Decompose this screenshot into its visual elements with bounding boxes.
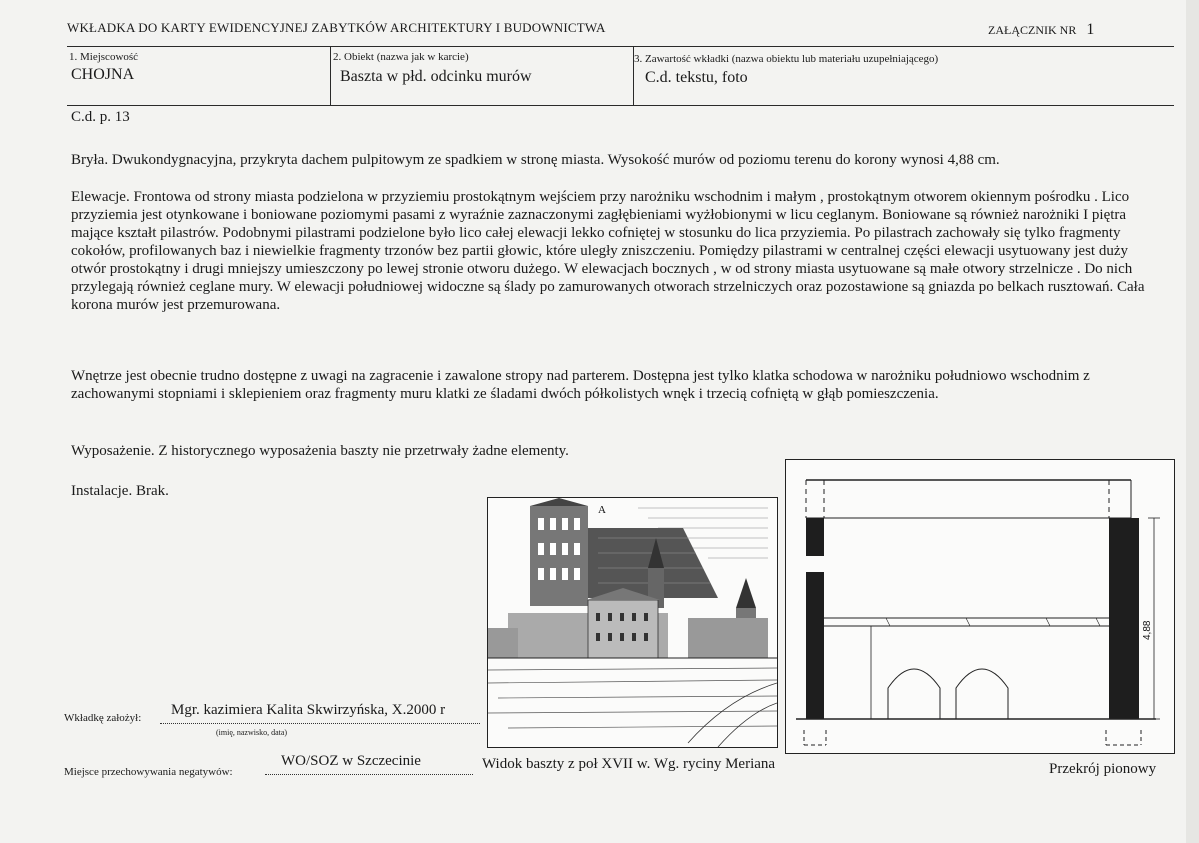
author-value: Mgr. kazimiera Kalita Skwirzyńska, X.2000 r — [171, 702, 446, 718]
section-dimension-label: 4,88 — [1142, 620, 1153, 640]
paragraph-elewacje — [71, 188, 1151, 314]
object-value: Baszta w płd. odcinku murów — [340, 68, 532, 85]
annex-label — [988, 21, 1094, 39]
place-value: CHOJNA — [71, 66, 135, 83]
engraving-drawing — [488, 498, 777, 747]
paragraph-elewacje-text: Elewacje. Frontowa od strony miasta podzielona w przyziemiu prostokątnym wejściem przy narożniku wschodnim i małym , prostokątnym otworem okiennym pośrodku . Lico przyziemia jest otynkowane i boniowane poziomymi pasami z wyraźnie zaznaczonymi zagłębieniami wyżłobionymi w licu ceglanym. Boniowane są również narożniki I piętra mające kształt pilastrów. Podobnymi pilastrami podzielone było lico całej elewacji lekko cofniętej w stosunku do lica przyziemia. Po pilastrach zachowały się tylko fragmenty cokołów, profilowanych baz i niewielkie fragmenty trzonów bez partii głowic, które uległy zniszczeniu. Pomiędzy pilastrami w centralnej części elewacji usytuowany jest duży otwór prostokątny i drugi mniejszy umieszczony po lewej stronie otworu dużego. W elewacjach bocznych , w od strony miasta usytuowane są małe otwory strzelnicze . Do nich przylegają również ceglane mury. W elewacji południowej widoczne są ślady po zamurowanych otworach strzelniczych oraz pozostawione są gniazda po belkach rusztowań. Cała korona murów jest przemurowana. — [71, 189, 1145, 313]
object-label: 2. Obiekt (nazwa jak w karcie) — [333, 51, 469, 63]
section-drawing — [786, 460, 1174, 753]
author-hint: (imię, nazwisko, data) — [216, 728, 288, 737]
section-caption: Przekrój pionowy — [1049, 761, 1157, 777]
storage-dotline — [265, 774, 473, 775]
continuation-note — [71, 108, 130, 126]
engraving-letter: A — [598, 504, 606, 516]
storage-label: Miejsce przechowywania negatywów: — [64, 766, 233, 778]
engraving-caption: Widok baszty z poł XVII w. Wg. ryciny Meriana — [482, 756, 776, 772]
paragraph-instalacje — [71, 482, 169, 500]
paragraph-wyposazenie-text: Wyposażenie. Z historycznego wyposażenia baszty nie przetrwały żadne elementy. — [71, 443, 569, 459]
paragraph-bryla — [71, 151, 1151, 169]
paragraph-instalacje-text: Instalacje. Brak. — [71, 483, 169, 499]
author-dotline — [160, 723, 480, 724]
fields-bottom-rule — [67, 105, 1174, 106]
place-label: 1. Miejscowość — [69, 51, 139, 63]
storage-value: WO/SOZ w Szczecinie — [281, 753, 421, 769]
paragraph-bryla-text: Bryła. Dwukondygnacyjna, przykryta dachem pulpitowym ze spadkiem w stronę miasta. Wysokość murów od poziomu terenu do korony wynosi 4,88 cm. — [71, 152, 1000, 168]
author-label: Wkładkę założył: — [64, 712, 142, 724]
merian-engraving-image — [487, 497, 778, 748]
card-title: WKŁADKA DO KARTY EWIDENCYJNEJ ZABYTKÓW ARCHITEKTURY I BUDOWNICTWA — [67, 20, 606, 35]
vertical-section-drawing — [785, 459, 1175, 754]
content-label: 3. Zawartość wkładki (nazwa obiektu lub materiału uzupełniającego) — [634, 53, 939, 65]
annex-label-text: ZAŁĄCZNIK NR — [988, 23, 1077, 37]
header-rule — [67, 46, 1174, 47]
paragraph-wnetrze — [71, 367, 1151, 403]
continuation-text: C.d. p. 13 — [71, 109, 130, 125]
paragraph-wnetrze-text: Wnętrze jest obecnie trudno dostępne z uwagi na zagracenie i zawalone stropy nad parterem. Dostępna jest tylko klatka schodowa w narożniku południowo wschodnim z zachowanymi stopniami i sklepieniem oraz fragmenty muru klatki ze śladami dwóch półkolistych wnęk i trzecią cofniętą w głąb pomieszczenia. — [71, 368, 1090, 402]
field-divider-1 — [330, 46, 331, 105]
card-edge-shadow — [1186, 0, 1199, 843]
content-value: C.d. tekstu, foto — [645, 69, 748, 86]
paragraph-wyposazenie — [71, 442, 569, 460]
annex-number: 1 — [1086, 21, 1095, 38]
